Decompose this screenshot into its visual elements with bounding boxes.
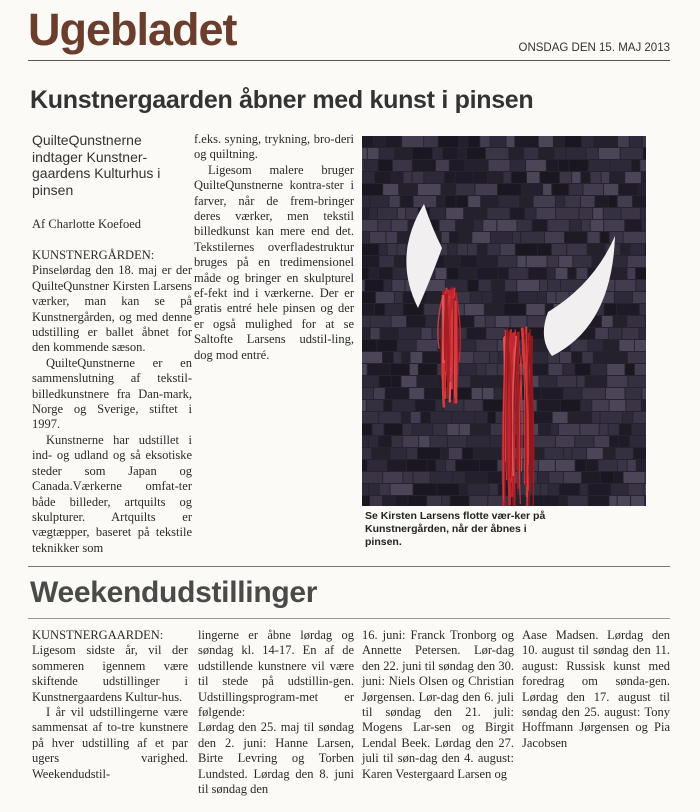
paragraph: Ligesom malere bruger QuilteQunstnerne kontra-ster i farver, når de frem-bringer deres værker, men tekstil billedkunst kan mere end det. Tekstilernes overfladestruktur bruges på en tredimensionel måde og bringer en skulpturel ef-fekt ind i værkerne. Der er gratis entré hele pinsen og der er også mulighed for at se Saltofte Larsens udstil-ling, dog mod entré. (194, 162, 354, 362)
article-column-2 (194, 132, 354, 363)
dateline: ONSDAG DEN 15. MAJ 2013 (518, 42, 670, 54)
paragraph: f.eks. syning, trykning, bro-deri og quiltning. (194, 132, 354, 162)
dateline-label: KUNSTNERGÅRDEN: (32, 248, 155, 262)
byline: Af Charlotte Koefoed (32, 217, 141, 231)
photo-caption: Se Kirsten Larsens flotte vær-ker på Kunstnergården, når der åbnes i pinsen. (365, 510, 546, 548)
dateline-label: KUNSTNERGAARDEN: (32, 628, 164, 642)
section-headline: Weekendudstillinger (30, 576, 318, 609)
weekend-column-4 (522, 628, 670, 751)
section-divider (28, 566, 670, 567)
masthead-rule (28, 60, 670, 61)
paragraph: Ligesom sidste år, vil der sommeren igennem være skiftende udstillinger i Kunstnergaardens Kultur-hus. (32, 643, 188, 704)
paragraph: Aase Madsen. Lørdag den 10. august til søndag den 11. august: Russisk kunst med foredrag om sønda-gen. Lørdag den 17. august til søndag den 25. august: Tony Hoffmann Jørgensen og Pia Jacobsen (522, 628, 670, 750)
section-divider (28, 618, 670, 619)
weekend-column-3 (362, 628, 514, 782)
weekend-column-2 (198, 628, 354, 797)
paragraph: 16. juni: Franck Tronborg og Annette Petersen. Lør-dag den 22. juni til søndag den 30. juni: Niels Olsen og Christian Jørgensen. Lør-dag den 6. juli til søndag den 21. juli: Mogens Lar-sen og Birgit Lendal Beek. Lørdag den 27. juli til søn-dag den 4. august: Karen Vestergaard Larsen og (362, 628, 514, 781)
weekend-column-1 (32, 628, 188, 782)
article-column-1 (32, 248, 192, 556)
paragraph: Pinselørdag den 18. maj er der QuilteQunstner Kirsten Larsens værker, man kan se på Kunstnergården, og med denne udstilling er ballet åbnet for den kommende sæson. (32, 263, 192, 355)
paragraph: lingerne er åbne lørdag og søndag kl. 14-17. En af de udstillende kunstnere vil være til stede på udstillin-gen. Udstillingsprogram-met er følgende: (198, 628, 354, 720)
paragraph: QuilteQunstnerne er en sammenslutning af tekstil-billedkunstnere fra Dan-mark, Norge og Sverige, stiftet i 1997. (32, 355, 192, 432)
quilt-artwork-photo (362, 136, 646, 506)
article-deck: QuilteQunstnerne indtager Kunstner-gaardens Kulturhus i pinsen (32, 132, 161, 198)
article-headline: Kunstnergaarden åbner med kunst i pinsen (30, 86, 534, 114)
paragraph: Kunstnerne har udstillet i ind- og udland og så eksotiske steder som Japan og Canada.Værkerne omfat-ter både billeder, artquilts og skulpturer. Artquilts er vægtæpper, baseret på tekstile teknikker som (32, 432, 192, 555)
quilt-artwork-image (362, 136, 646, 506)
paragraph: Lørdag den 25. maj til søndag den 2. juni: Hanne Larsen, Birte Levring og Torben Lundsted. Lørdag den 8. juni til søndag den (198, 720, 354, 797)
paragraph: I år vil udstillingerne være sammensat af to-tre kunstnere på hver udstilling af et par ugers varighed. Weekendudstil- (32, 705, 188, 781)
masthead: Ugebladet (28, 4, 237, 55)
